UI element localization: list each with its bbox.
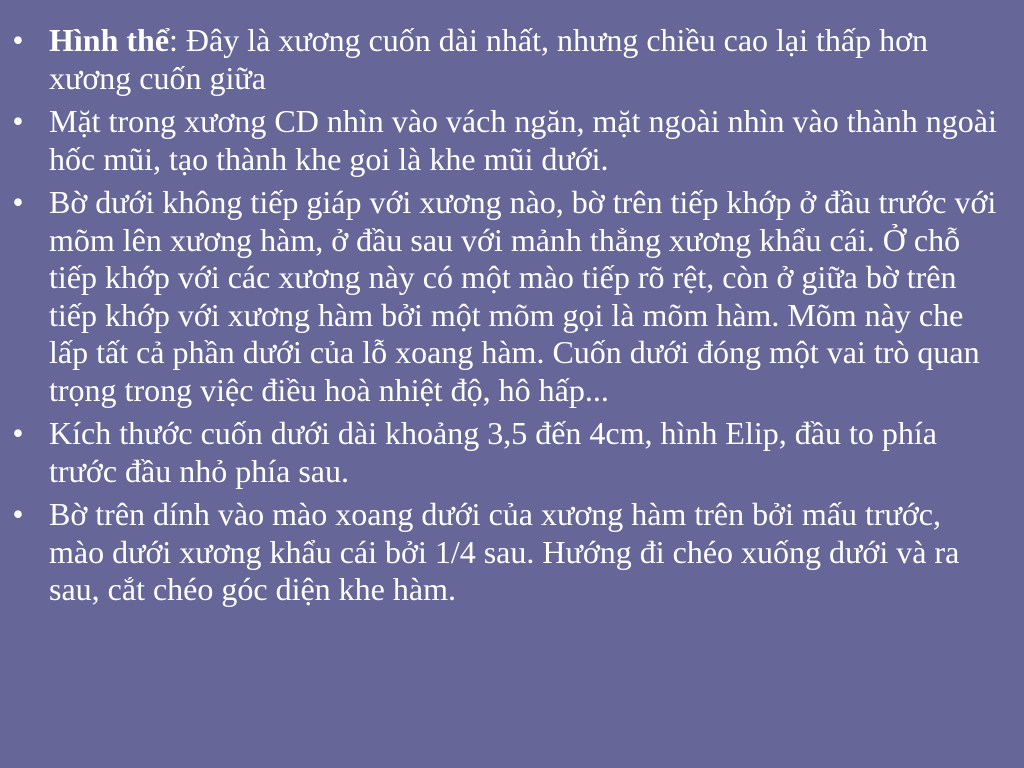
bullet-list (8, 22, 1004, 609)
bullet-text (49, 184, 996, 408)
bullet-item-shape (8, 22, 1004, 97)
bullet-body: Bờ dưới không tiếp giáp với xương nào, bờ trên tiếp khớp ở đầu trước với mõm lên xương hàm, ở đầu sau với mảnh thẳng xương khẩu cái. Ở chỗ tiếp khớp với các xương này có một mào tiếp rõ rệt, còn ở giữa bờ trên tiếp khớp với xương hàm bởi một mõm gọi là mõm hàm. Mõm này che lấp tất cả phần dưới của lỗ xoang hàm. Cuốn dưới đóng một vai trò quan trọng trong việc điều hoà nhiệt độ, hô hấp... (49, 184, 997, 408)
bullet-icon: • (12, 415, 24, 451)
bullet-text (49, 103, 997, 177)
bullet-item-borders (8, 184, 1004, 409)
bullet-icon: • (12, 103, 24, 139)
bullet-lead-bold: Hình thể (49, 22, 170, 58)
bullet-body: : Đây là xương cuốn dài nhất, nhưng chiều cao lại thấp hơn xương cuốn giữa (49, 22, 929, 96)
bullet-icon: • (12, 496, 24, 532)
bullet-text (49, 496, 959, 607)
bullet-item-attachment (8, 496, 1004, 609)
bullet-item-surfaces (8, 103, 1004, 178)
bullet-icon: • (12, 184, 24, 220)
bullet-icon: • (12, 22, 24, 58)
bullet-body: Bờ trên dính vào mào xoang dưới của xương hàm trên bởi mấu trước, mào dưới xương khẩu cái bởi 1/4 sau. Hướng đi chéo xuống dưới và ra sau, cắt chéo góc diện khe hàm. (49, 496, 960, 607)
bullet-item-size (8, 415, 1004, 490)
bullet-text (49, 415, 937, 489)
bullet-body: Mặt trong xương CD nhìn vào vách ngăn, mặt ngoài nhìn vào thành ngoài hốc mũi, tạo thành khe goi là khe mũi dưới. (49, 103, 997, 177)
bullet-body: Kích thước cuốn dưới dài khoảng 3,5 đến 4cm, hình Elip, đầu to phía trước đầu nhỏ phía sau. (49, 415, 937, 489)
bullet-text (49, 22, 928, 96)
